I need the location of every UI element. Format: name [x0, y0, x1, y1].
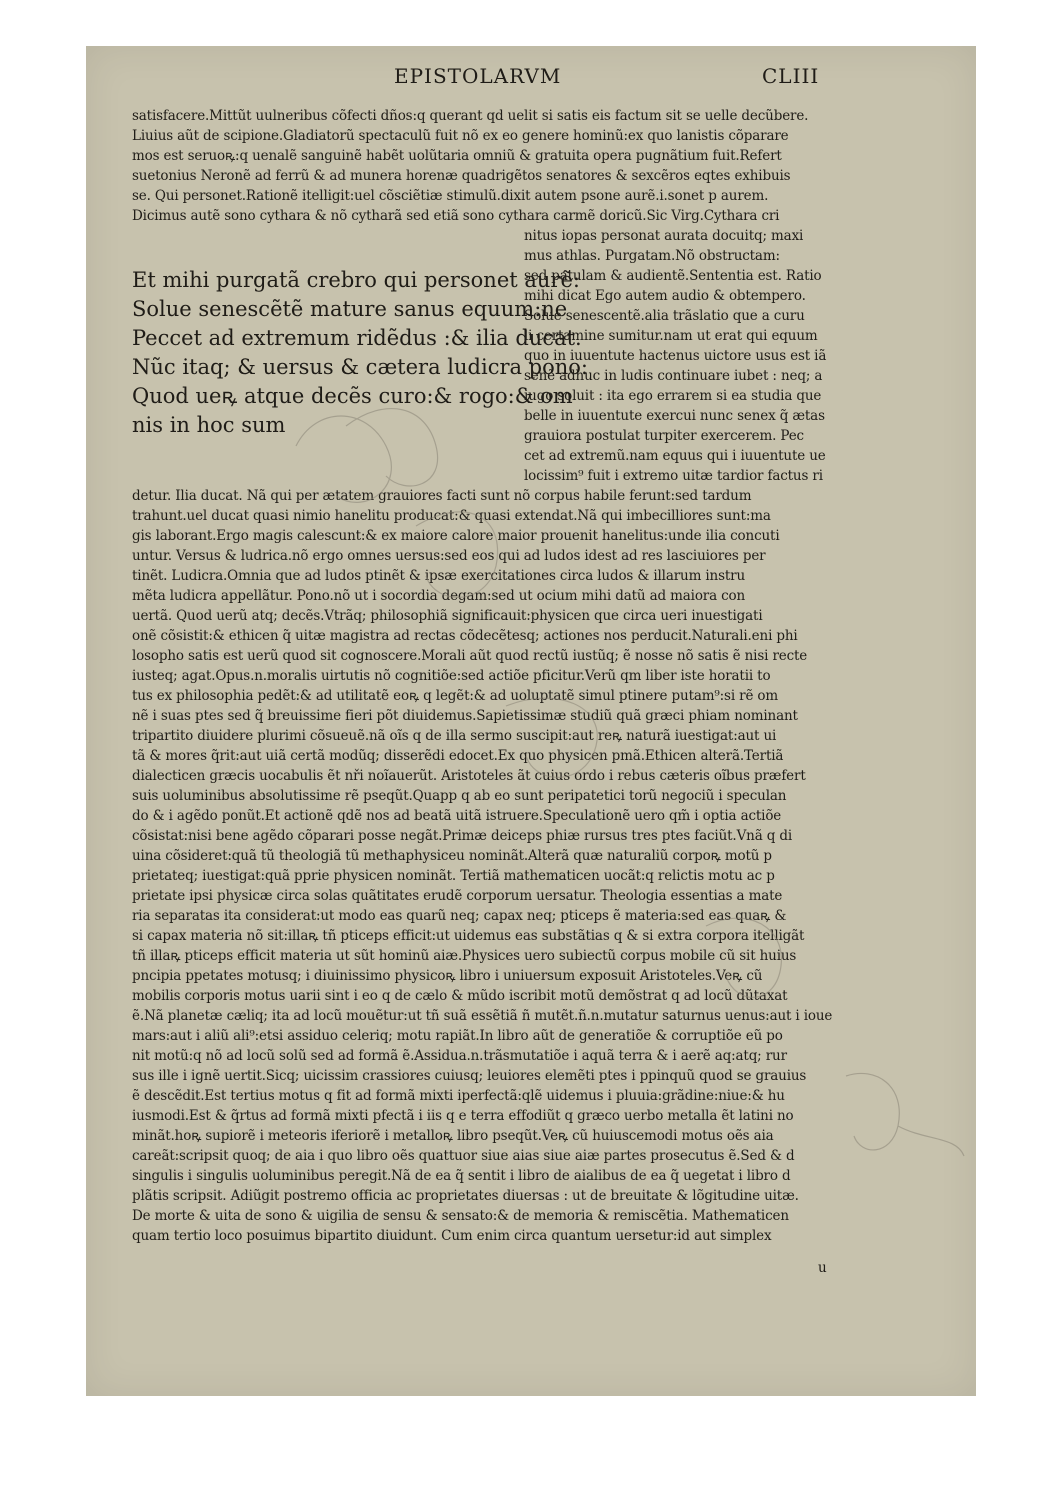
- text-line: do & i agẽdo ponũt.Et actionẽ qdẽ nos ad beatã uitã istruere.Speculationẽ uero qm̃ i optia actiõe: [132, 808, 782, 824]
- text-line: tã & mores q̃rit:aut uiã certã modũq; disserẽdi edocet.Ex quo physicen pmã.Ethicen alterã.Tertiã: [132, 748, 784, 764]
- text-line: mars:aut i aliũ ali⁹:etsi assiduo celeriq; motu rapiãt.In libro aũt de generatiõe & corruptiõe eũ po: [132, 1028, 783, 1044]
- text-line: se. Qui personet.Rationẽ itelligit:uel cõsciẽtiæ stimulũ.dixit autem psone aurẽ.i.sonet p aurem.: [132, 188, 769, 204]
- text-line: prietate ipsi physicæ circa solas quãtitates erudẽ corporum uersatur. Theologia essentias a mate: [132, 888, 783, 904]
- text-line: si capax materia nõ sit:illaꝶ tñ pticeps efficit:ut uidemus eas substãtias q & si extra corpora itelligãt: [132, 928, 805, 944]
- text-line: mus athlas. Purgatam.Nõ obstructam:: [524, 248, 780, 264]
- text-line: nẽ i suas ptes sed q̃ breuissime fieri põt diuidemus.Sapietissimæ studiũ quã græci phiam nominant: [132, 708, 798, 724]
- text-line: untur. Versus & ludrica.nõ ergo omnes uersus:sed eos qui ad ludos idest ad res lasciuiores per: [132, 548, 766, 564]
- text-line: tus ex philosophia pedẽt:& ad utilitatẽ eoꝶ q legẽt:& ad uoluptatẽ simul ptinere putam⁹:si rẽ om: [132, 688, 779, 704]
- stamp-stroke: [846, 1073, 899, 1149]
- text-line: tinẽt. Ludicra.Omnia que ad ludos ptinẽt & ipsæ exercitationes circa ludos & illarum instru: [132, 568, 746, 584]
- text-line: ria separatas ita considerat:ut modo eas quarũ neq; capax neq; pticeps ẽ materia:sed eas quaꝶ &: [132, 908, 787, 924]
- verse-line: Peccet ad extremum ridẽdus :& ilia ducat.: [132, 326, 582, 350]
- verse-line: Quod ueꝶ atque decẽs curo:& rogo:& om: [132, 384, 573, 408]
- text-line: pncipia ppetates motusq; i diuinissimo physicoꝶ libro i uniuersum exposuit Aristoteles.Veꝶ cũ: [132, 968, 763, 984]
- text-line: belle in iuuentute exercui nunc senex q̃ ætas: [524, 408, 825, 424]
- verse-line: Et mihi purgatã crebro qui personet aurẽ:: [132, 268, 580, 292]
- text-line: uina cõsideret:quã tũ theologiã tũ methaphysiceu nominãt.Alterã quæ naturaliũ corpoꝶ motũ p: [132, 848, 772, 864]
- text-line: iugo soluit : ita ego errarem si ea studia que: [524, 388, 822, 404]
- text-line: nit motũ:q nõ ad locũ solũ sed ad formã ẽ.Assidua.n.trãsmutatiõe i aquã terra & i aerẽ aq:atq; rur: [132, 1048, 787, 1064]
- text-line: detur. Ilia ducat. Nã qui per ætatem grauiores facti sunt nõ corpus habile ferunt:sed tardum: [132, 488, 752, 504]
- text-line: nitus iopas personat aurata docuitq; maxi: [524, 228, 804, 244]
- text-line: cõsistat:nisi bene agẽdo cõparari posse negãt.Primæ deiceps phiæ rursus tres ptes faciũt.Vnã q di: [132, 828, 793, 844]
- text-line: tñ illaꝶ pticeps efficit materia ut sũt hominũ aiæ.Physices uero subiectũ corpus mobile cũ sit huius: [132, 948, 797, 964]
- text-line: quo in iuuentute hactenus uictore usus est iã: [524, 348, 827, 364]
- running-title: EPISTOLARVM: [394, 64, 562, 88]
- text-line: De morte & uita de sono & uigilia de sensu & sensato:& de memoria & remiscẽtia. Mathematicen: [132, 1208, 789, 1224]
- text-line: ẽ.Nã planetæ cæliq; ita ad locũ mouẽtur:ut tñ suã essẽtiã ñ mutẽt.ñ.n.mutatur saturnus uenus:aut i ioue: [132, 1008, 833, 1024]
- book-page: [86, 46, 976, 1396]
- text-line: ẽ descẽdit.Est tertius motus q fit ad formã mixti iperfectã:qlẽ uidemus i pluuia:grãdine:niue:& hu: [132, 1088, 785, 1104]
- text-line: grauiora postulat turpiter exercerem. Pec: [524, 428, 804, 444]
- text-line: sus ille i ignẽ uertit.Sicq; uicissim crassiores cuiusq; leuiores elemẽti ptes i ppinquũ quod se grauius: [132, 1068, 807, 1084]
- text-line: suis uoluminibus absolutissime rẽ pseqũt.Quapp q ab eo sunt peripatetici torũ negociũ i speculan: [132, 788, 787, 804]
- verse-line: Nũc itaq; & uersus & cætera ludicra pono:: [132, 355, 589, 379]
- text-line: minãt.hoꝶ supiorẽ i meteoris iferiorẽ i metalloꝶ libro pseqũt.Veꝶ cũ huiuscemodi motus oẽs aia: [132, 1128, 774, 1144]
- text-line: locissim⁹ fuit i extremo uitæ tardior factus ri: [524, 468, 823, 484]
- text-line: mẽta ludicra appellãtur. Pono.nõ ut i socordia degam:sed ut ocium mihi datũ ad maiora con: [132, 588, 746, 604]
- folio-number: CLIII: [762, 64, 820, 88]
- text-line: cet ad extremũ.nam equus qui i iuuentute ue: [524, 448, 826, 464]
- stamp-stroke: [346, 409, 438, 486]
- text-line: mos est seruoꝶ:q uenalẽ sanguinẽ habẽt uolũtaria omniũ & gratuita opera pugnãtium fuit.Refert: [132, 148, 782, 164]
- text-line: onẽ cõsistit:& ethicen q̃ uitæ magistra ad rectas cõdecẽtesq; actiones nos perducit.Naturali.eni phi: [132, 628, 798, 644]
- text-line: prietateq; iuestigat:quã pprie physicen nominãt. Tertiã mathematicen uocãt:q relictis motu ac p: [132, 868, 775, 884]
- text-line: li certamine sumitur.nam ut erat qui equum: [524, 328, 818, 344]
- text-line: sed patulam & audientẽ.Sententia est. Ratio: [524, 268, 822, 284]
- text-line: losopho satis est uerũ quod sit cognoscere.Morali aũt quod rectũ iustũq; ẽ nosse nõ satis ẽ nisi recte: [132, 648, 808, 664]
- signature-mark: u: [818, 1260, 827, 1276]
- text-line: iusmodi.Est & q̃rtus ad formã mixti pfectã i iis q e terra effodiũt q græco uerbo metalla ẽt latini no: [132, 1108, 794, 1124]
- text-line: Dicimus autẽ sono cythara & nõ cytharã sed etiã sono cythara carmẽ doricũ.Sic Virg.Cythara cri: [132, 208, 780, 224]
- text-line: tripartito diuidere plurimi cõsueuẽ.nã oĩs q de illa sermo suscipit:aut reꝶ naturã iuestigat:aut ui: [132, 728, 777, 744]
- text-line: mihi dicat Ego autem audio & obtempero.: [524, 288, 806, 304]
- text-line: Solue senescentẽ.alia trãslatio que a curu: [524, 308, 805, 324]
- text-line: singulis i singulis uoluminibus peregit.Nã de ea q̃ sentit i libro de aialibus de ea q̃ uegetat i libro d: [132, 1168, 791, 1184]
- text-line: uertã. Quod uerũ atq; decẽs.Vtrãq; philosophiã significauit:physicen que circa ueri inuestigati: [132, 608, 763, 624]
- text-line: suetonius Neronẽ ad ferrũ & ad munera horenæ quadrigẽtos senatores & sexcẽros eqtes exhibuis: [132, 168, 791, 184]
- text-line: satisfacere.Mittũt uulneribus cõfecti dños:q querant qd uelit si satis eis factum sit se uelle decũbere.: [132, 108, 809, 124]
- text-line: mobilis corporis motus uarii sint i eo q de cælo & mũdo iscribit motũ demõstrat q ad locũ dũtaxat: [132, 988, 788, 1004]
- text-line: senẽ adhuc in ludis continuare iubet : neq; a: [524, 368, 823, 384]
- text-line: gis laborant.Ergo magis calescunt:& ex maiore calore maior prouenit hanelitus:unde ilia concuti: [132, 528, 780, 544]
- verse-line: nis in hoc sum: [132, 413, 286, 437]
- text-line: Liuius aũt de scipione.Gladiatorũ spectaculũ fuit nõ ex eo genere hominũ:ex quo lanistis cõparare: [132, 128, 789, 144]
- verse-line: Solue senescẽtẽ mature sanus equum:ne: [132, 297, 568, 321]
- text-line: plãtis scripsit. Adiũgit postremo officia ac proprietates diuersas : ut de breuitate & lõgitudine uitæ.: [132, 1188, 799, 1204]
- text-line: careãt:scripsit quoq; de aia i quo libro oẽs quattuor siue aias siue aiæ partes prosecutus ẽ.Sed & d: [132, 1148, 795, 1164]
- text-line: iusteq; agat.Opus.n.moralis uirtutis nõ cognitiõe:sed actiõe pficitur.Verũ qm liber iste horatii to: [132, 668, 771, 684]
- stamp-stroke: [898, 1126, 964, 1156]
- text-line: dialecticen græcis uocabulis ẽt nři noĩauerũt. Aristoteles ãt cuius ordo i rebus cæteris oĩbus præfert: [132, 768, 806, 784]
- text-line: quam tertio loco posuimus bipartito diuidunt. Cum enim circa quantum uersetur:id aut simplex: [132, 1228, 772, 1244]
- text-line: trahunt.uel ducat quasi nimio hanelitu producat:& quasi extendat.Nã qui imbecilliores sunt:ma: [132, 508, 771, 524]
